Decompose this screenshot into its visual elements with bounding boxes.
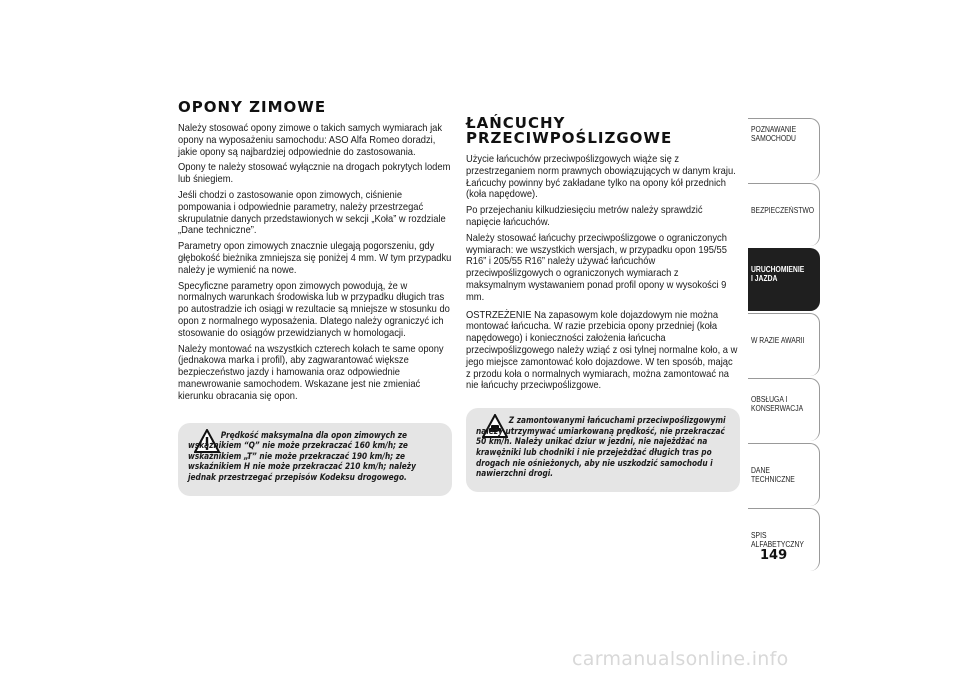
title-line: PRZECIWPOŚLIZGOWE	[466, 129, 673, 147]
paragraph: Parametry opon zimowych znacznie ulegają pogorszeniu, gdy głębokość bieżnika zmniejsza się poniżej 4 mm. W tym przypadku należy je wymienić na nowe.	[178, 241, 452, 276]
paragraph: OSTRZEŻENIE Na zapasowym kole dojazdowym nie można montować łańcucha. W razie przebicia opony przedniej (koła napędowego) i konieczności założenia łańcucha przeciwpoślizgowego należy wziąć z osi tylnej normalne koło, a w jego miejsce zamontować koło dojazdowe. W ten sposób, mając z przodu koła o normalnych wymiarach, można zamontować na nie łańcuchy przeciwpoślizgowe.	[466, 309, 738, 392]
paragraph: Specyficzne parametry opon zimowych powodują, że w normalnych warunkach środowiska lub w przypadku długich tras po autostradzie ich osiągi w rezultacie są mniejsze w stosunku do opon z normalnego wyposażenia. Dlatego należy ograniczyć ich stosowanie do osiągów przewidzianych w homologacji.	[178, 280, 450, 339]
tab-label: W RAZIE AWARII	[751, 336, 805, 345]
tab-dane-techniczne[interactable]	[748, 443, 820, 506]
tab-w-razie-awarii[interactable]	[748, 313, 820, 376]
warning-text: Z zamontowanymi łańcuchami przeciwpoślizgowymi należy utrzymywać umiarkowaną prędkość, nie przekraczać 50 km/h. Należy unikać dziur w jezdni, nie najeżdżać na krawężniki lub chodniki i nie przejeżdżać długich tras po drogach nie ośnieżonych, aby nie uszkodzić samochodu i nawierzchni drogi.	[476, 416, 726, 480]
paragraph: Po przejechaniu kilkudziesięciu metrów należy sprawdzić napięcie łańcuchów.	[466, 205, 703, 228]
paragraph: Należy stosować opony zimowe o takich samych wymiarach jak opony na wyposażeniu samochodu: ASO Alfa Romeo doradzi, jakie opony są najbardziej odpowiednie do zastosowania.	[178, 123, 443, 158]
chapter-tabs	[748, 118, 820, 573]
tab-label: BEZPIECZEŃSTWO	[751, 206, 815, 215]
tab-bezpieczenstwo[interactable]	[748, 183, 820, 246]
paragraph: Jeśli chodzi o zastosowanie opon zimowych, ciśnienie pompowania i odpowiednie parametry, należy przestrzegać skrupulatnie danych przedstawionych w sekcji „Koła” w rozdziale „Dane techniczne”.	[178, 189, 446, 237]
right-column	[466, 100, 740, 492]
tab-label: POZNAWANIE SAMOCHODU	[751, 125, 797, 143]
tab-label: OBSŁUGA I KONSERWACJA	[751, 395, 804, 413]
watermark: carmanualsonline.info	[572, 648, 789, 670]
tab-obsluga-i-konserwacja[interactable]	[748, 378, 820, 441]
section-title-snow-chains	[466, 116, 740, 146]
page-number: 149	[760, 548, 788, 563]
tab-poznawanie-samochodu[interactable]	[748, 118, 820, 181]
paragraph: Należy stosować łańcuchy przeciwpoślizgowe o ograniczonych wymiarach: we wszystkich wersjach, w przypadku opon 195/55 R16” i 205/55 R16” należy używać łańcuchów przeciwpoślizgowych o ograniczonych wymiarach z maksymalnym wystawaniem ponad profil opony w wysokości 9 mm.	[466, 232, 727, 303]
tab-label: DANE TECHNICZNE	[751, 466, 795, 484]
paragraph: Użycie łańcuchów przeciwpoślizgowych wiąże się z przestrzeganiem norm prawnych obowiązujących w danym kraju. Łańcuchy powinny być zakładane tylko na opony kół przednich (koła napędowe).	[466, 154, 736, 201]
tab-uruchomienie-i-jazda[interactable]	[748, 248, 820, 311]
warning-box	[178, 423, 452, 496]
tab-label: URUCHOMIENIE I JAZDA	[751, 265, 805, 283]
tab-label: SPIS ALFABETYCZNY	[751, 531, 804, 549]
warning-text: Prędkość maksymalna dla opon zimowych ze wskaźnikiem “Q” nie może przekraczać 160 km/h; ze wskaźnikiem „T” nie może przekraczać 190 km/h; ze wskaźnikiem H nie może przekraczać 210 km/h; należy jednak przestrzegać przepisów Kodeksu drogowego.	[188, 430, 416, 483]
title-line: ŁAŃCUCHY	[466, 114, 566, 132]
paragraph: Opony te należy stosować wyłącznie na drogach pokrytych lodem lub śniegiem.	[178, 162, 451, 186]
paragraph: Należy montować na wszystkich czterech kołach te same opony (jednakowa marka i profil), aby zagwarantować większe bezpieczeństwo jazdy i hamowania oraz odpowiednie manewrowanie samochodem. Wskazane jest nie zmieniać kierunku obracania się opon.	[178, 343, 444, 402]
left-column	[178, 100, 452, 496]
warning-box	[466, 408, 740, 492]
section-title-winter-tyres: OPONY ZIMOWE	[178, 98, 327, 116]
